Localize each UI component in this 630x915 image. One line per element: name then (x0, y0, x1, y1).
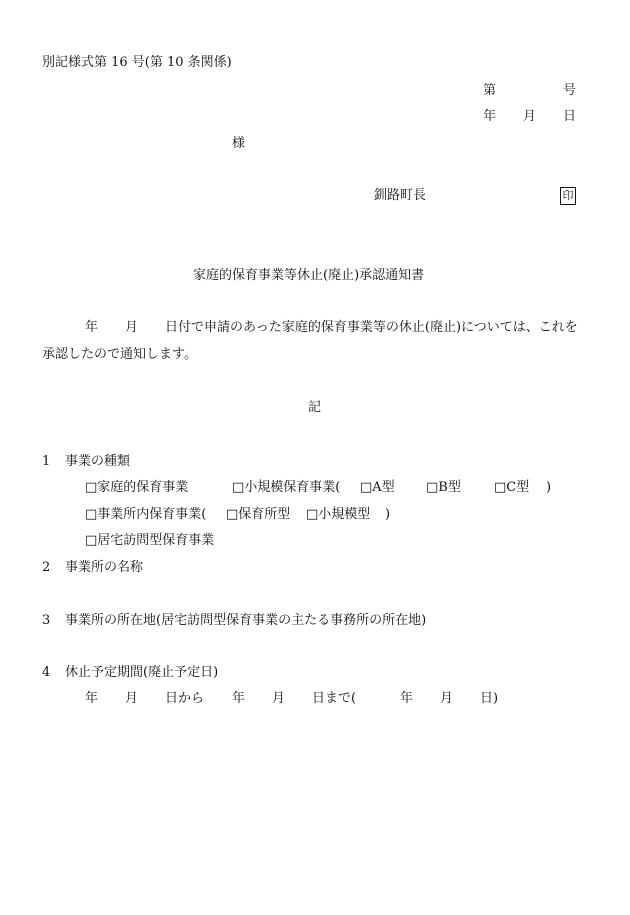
body-month: 月 (125, 320, 139, 335)
date-month: 月 (523, 109, 537, 124)
seal-mark: 印 (560, 187, 576, 205)
body-line2: 承認したので通知します。 (42, 347, 197, 362)
section4-number: 4 (42, 665, 51, 680)
option-kateiteki-hoiku: □家庭的保育事業 (85, 480, 189, 495)
section1-number: 1 (42, 454, 51, 469)
document-title: 家庭的保育事業等休止(廃止)承認通知書 (193, 268, 425, 283)
option-jigyoshonai-hoiku: □事業所内保育事業( (85, 507, 207, 522)
date-day: 日 (563, 109, 577, 124)
close-paren-1: ) (546, 480, 552, 495)
body-line1: 日付で申請のあった家庭的保育事業等の休止(廃止)については、これを (165, 320, 578, 335)
doc-no-go: 号 (563, 83, 577, 98)
section4-label: 休止予定期間(廃止予定日) (65, 665, 219, 680)
period-start-year: 年 (85, 691, 99, 706)
section3-number: 3 (42, 613, 51, 628)
option-shokibo-type: □小規模型 (306, 507, 371, 522)
period-end-day: 日まで( (312, 691, 357, 706)
addressee-sama: 様 (232, 136, 246, 151)
issuer-name: 釧路町長 (374, 188, 427, 203)
period-end-month: 月 (272, 691, 286, 706)
body-year: 年 (85, 320, 99, 335)
abolition-year: 年 (400, 691, 414, 706)
option-a-type: □A型 (360, 480, 395, 495)
period-start-day: 日から (165, 691, 205, 706)
section2-label: 事業所の名称 (65, 560, 144, 575)
option-hoikusho-type: □保育所型 (226, 507, 291, 522)
abolition-day: 日) (480, 691, 499, 706)
date-year: 年 (483, 109, 497, 124)
close-paren-2: ) (385, 507, 391, 522)
ki-heading: 記 (308, 400, 322, 415)
option-shokibo-hoiku: □小規模保育事業( (232, 480, 341, 495)
section1-label: 事業の種類 (65, 454, 131, 469)
option-kyotaku-homon: □居宅訪問型保育事業 (85, 533, 215, 548)
option-b-type: □B型 (426, 480, 461, 495)
period-end-year: 年 (232, 691, 246, 706)
abolition-month: 月 (440, 691, 454, 706)
doc-no-dai: 第 (483, 83, 497, 98)
section3-label: 事業所の所在地(居宅訪問型保育事業の主たる事務所の所在地) (65, 613, 427, 628)
period-start-month: 月 (125, 691, 139, 706)
form-label: 別記様式第 16 号(第 10 条関係) (42, 55, 232, 70)
option-c-type: □C型 (494, 480, 530, 495)
section2-number: 2 (42, 560, 51, 575)
